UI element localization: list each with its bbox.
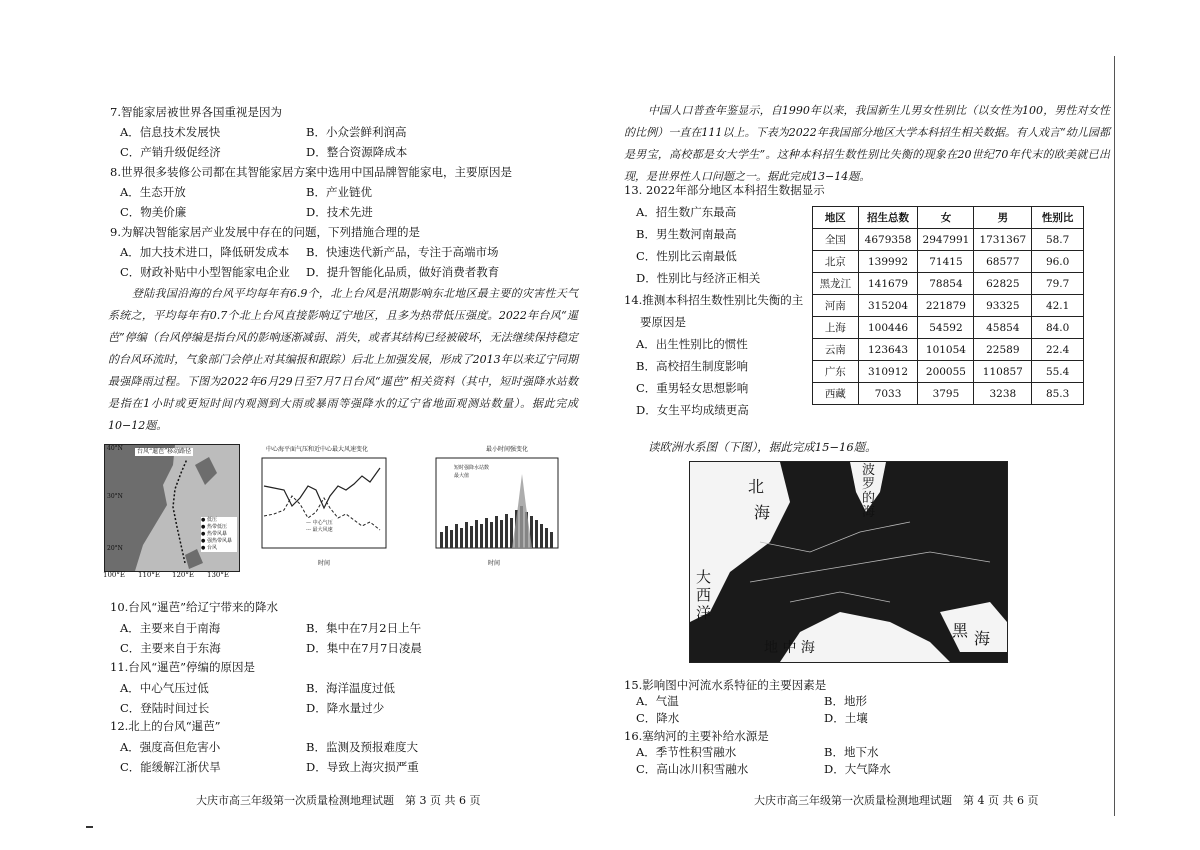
- q16-option-a: A．季节性积雪融水: [636, 745, 737, 759]
- q13-option-b: B．男生数河南最高: [636, 227, 737, 241]
- label-baltic-sea: [862, 464, 875, 520]
- q8-option-b: B．产业链优: [306, 185, 372, 199]
- table-cell: 58.7: [1032, 229, 1084, 251]
- map-lon-120: 120°E: [172, 571, 194, 579]
- q8-option-a: A．生态开放: [120, 185, 186, 199]
- table-cell: 85.3: [1032, 383, 1084, 405]
- label-black-sea-2: 海: [974, 629, 991, 648]
- map-lat-40: 40°N: [107, 445, 123, 452]
- q11-option-d: D．降水量过少: [306, 701, 385, 715]
- typhoon-passage: 登陆我国沿海的台风平均每年有6.9个，北上台风是汛期影响东北地区最主要的灾害性天气系统之，平均每年有0.7个北上台风直接影响辽宁地区，且多为热带低压强度。2022年台风“暹芭”停编（台风停编是指台风的影响逐渐减弱、消失，或者其结构已经被破坏，无法继续保持稳定的台风环流时，气象部门会停止对其编报和跟踪）后北上加强发展，形成了2013年以来辽宁同期最强降雨过程。下图为2022年6月29日至7月7日台风“暹芭”相关资料（其中，短时强降水站数是指在1小时或更短时间内观测到大雨或暴雨等强降水的辽宁省地面观测站数量）。据此完成10−12题。: [108, 287, 578, 432]
- q9-option-c: C．财政补贴中小型智能家电企业: [120, 265, 290, 279]
- table-header-cell: 性别比: [1032, 207, 1084, 229]
- q12-option-a: A．强度高但危害小: [120, 740, 221, 754]
- table-row: [813, 383, 1084, 405]
- map-intro: 读欧洲水系图（下图），据此完成15−16题。: [648, 440, 877, 454]
- map-legend-item: ● 热带低压: [201, 524, 227, 530]
- table-cell: 68577: [974, 251, 1032, 273]
- label-atlantic-char: 西: [696, 586, 712, 604]
- question-11-stem: 11.台风“暹芭”停编的原因是: [110, 660, 256, 674]
- question-13-stem: 13. 2022年部分地区本科招生数据显示: [624, 183, 825, 197]
- table-cell: 1731367: [974, 229, 1032, 251]
- table-cell: 101054: [918, 339, 974, 361]
- table-cell: 3238: [974, 383, 1032, 405]
- table-cell: 123643: [858, 339, 918, 361]
- question-10-stem: 10.台风“暹芭”给辽宁带来的降水: [110, 600, 279, 614]
- rainfall-chart-legend: [454, 464, 489, 480]
- map-title: 台风“暹芭”移动路径: [137, 448, 192, 455]
- table-cell: 2947991: [918, 229, 974, 251]
- map-lat-20: 20°N: [107, 545, 123, 552]
- q15-option-b: B．地形: [824, 694, 867, 708]
- label-black-sea-1: 黑: [952, 621, 969, 640]
- map-legend-item: ● 台风: [201, 545, 217, 551]
- q9-option-a: A．加大技术进口，降低研发成本: [120, 245, 290, 259]
- table-cell: 221879: [918, 295, 974, 317]
- q8-option-d: D．技术先进: [306, 205, 373, 219]
- table-header-cell: 女: [918, 207, 974, 229]
- table-cell: 110857: [974, 361, 1032, 383]
- question-15-stem: 15.影响图中河流水系特征的主要因素是: [624, 678, 827, 692]
- question-16-stem: 16.塞纳河的主要补给水源是: [624, 729, 769, 743]
- question-12-stem: 12.北上的台风“暹芭”: [110, 719, 221, 733]
- map-legend-item: ● 低压: [201, 517, 217, 523]
- map-legend: [201, 517, 237, 552]
- label-baltic-char: 波: [862, 463, 876, 478]
- q7-option-a: A．信息技术发展快: [120, 125, 221, 139]
- q13-option-a: A．招生数广东最高: [636, 205, 737, 219]
- q10-option-b: B．集中在7月2日上午: [306, 621, 422, 635]
- label-atlantic-char: 大: [696, 568, 712, 586]
- table-cell: 全国: [813, 229, 859, 251]
- q15-option-d: D．土壤: [824, 711, 868, 725]
- rainfall-chart-title: 最小时间强变化: [486, 446, 529, 453]
- table-cell: 62825: [974, 273, 1032, 295]
- population-passage: 中国人口普查年鉴显示，自1990年以来，我国新生儿男女性别比（以女性为100，男性对女性的比例）一直在111以上。下表为2022年我国部分地区大学本科招生相关数据。有人戏言“幼儿园都是男宝，高校都是女大学生”。这种本科招生数性别比失衡的现象在20世纪70年代末的欧美就已出现，是世界性人口问题之一。据此完成13−14题。: [624, 104, 1110, 183]
- table-row: [813, 229, 1084, 251]
- table-cell: 黑龙江: [813, 273, 859, 295]
- label-baltic-char: 海: [862, 505, 876, 520]
- rainfall-chart-svg: [424, 446, 564, 570]
- table-cell: 71415: [918, 251, 974, 273]
- question-7-stem: 7.智能家居被世界各国重视是因为: [110, 105, 282, 119]
- table-cell: 78854: [918, 273, 974, 295]
- q10-option-a: A．主要来自于南海: [120, 621, 221, 635]
- label-north-sea-1: 北: [748, 477, 765, 496]
- q16-option-d: D．大气降水: [824, 762, 891, 776]
- map-lon-110: 110°E: [138, 571, 160, 579]
- question-8-stem: 8.世界很多装修公司都在其智能家居方案中选用中国品牌智能家电，主要原因是: [110, 165, 512, 179]
- table-cell: 3795: [918, 383, 974, 405]
- table-cell: 55.4: [1032, 361, 1084, 383]
- table-cell: 河南: [813, 295, 859, 317]
- table-cell: 54592: [918, 317, 974, 339]
- q16-option-b: B．地下水: [824, 745, 879, 759]
- map-legend-item: ● 强热带风暴: [201, 538, 232, 544]
- q15-option-a: A．气温: [636, 694, 679, 708]
- table-cell: 22589: [974, 339, 1032, 361]
- table-cell: 200055: [918, 361, 974, 383]
- scan-mark: [86, 826, 93, 828]
- q9-option-d: D．提升智能化品质，做好消费者教育: [306, 265, 500, 279]
- table-cell: 96.0: [1032, 251, 1084, 273]
- question-14-stem-cont: 要原因是: [640, 315, 686, 329]
- q8-option-c: C．物美价廉: [120, 205, 187, 219]
- pressure-chart-xlabel: 时间: [318, 560, 331, 567]
- table-row: [813, 339, 1084, 361]
- label-north-sea-2: 海: [754, 503, 771, 522]
- legend-max-value: 最大值: [454, 473, 470, 479]
- q15-option-c: C．降水: [636, 711, 680, 725]
- right-page: [600, 0, 1200, 850]
- table-row: [813, 317, 1084, 339]
- table-cell: 45854: [974, 317, 1032, 339]
- table-cell: 315204: [858, 295, 918, 317]
- q11-option-b: B．海洋温度过低: [306, 681, 395, 695]
- q10-option-c: C．主要来自于东海: [120, 641, 221, 655]
- q11-option-c: C．登陆时间过长: [120, 701, 210, 715]
- q9-option-b: B．快速迭代新产品，专注于高端市场: [306, 245, 499, 259]
- map-lon-100: 100°E: [103, 571, 125, 579]
- q14-option-b: B．高校招生制度影响: [636, 359, 748, 373]
- q7-option-c: C．产销升级促经济: [120, 145, 221, 159]
- q14-option-a: A．出生性别比的惯性: [636, 337, 748, 351]
- table-header-cell: 招生总数: [858, 207, 918, 229]
- map-lon-130: 130°E: [207, 571, 229, 579]
- map-lat-30: 30°N: [107, 493, 123, 500]
- table-cell: 西藏: [813, 383, 859, 405]
- question-14-stem: 14.推测本科招生数性别比失衡的主: [624, 293, 804, 307]
- table-cell: 139992: [858, 251, 918, 273]
- table-header-row: [813, 207, 1084, 229]
- rainfall-chart-xlabel: 时间: [488, 560, 501, 567]
- q12-option-b: B．监测及预报难度大: [306, 740, 418, 754]
- table-cell: 7033: [858, 383, 918, 405]
- map-legend-item: ● 热带风暴: [201, 531, 227, 537]
- label-baltic-char: 的: [862, 491, 876, 506]
- table-row: [813, 361, 1084, 383]
- table-cell: 42.1: [1032, 295, 1084, 317]
- table-cell: 100446: [858, 317, 918, 339]
- legend-station-count: 短时强降水站数: [454, 465, 490, 471]
- rainfall-chart: [424, 446, 564, 570]
- q13-option-c: C．性别比云南最低: [636, 249, 737, 263]
- table-cell: 310912: [858, 361, 918, 383]
- q7-option-d: D．整合资源降成本: [306, 145, 408, 159]
- pressure-wind-chart: [250, 446, 400, 570]
- table-cell: 云南: [813, 339, 859, 361]
- typhoon-track-map: [104, 444, 240, 572]
- legend-wind: --- 最大风速: [306, 527, 333, 533]
- scan-edge-line: [1114, 56, 1115, 816]
- q16-option-c: C．高山冰川积雪融水: [636, 762, 749, 776]
- pressure-chart-svg: [250, 446, 400, 570]
- typhoon-track-map-svg: [105, 445, 239, 571]
- q12-option-c: C．能缓解江浙伏旱: [120, 760, 221, 774]
- q13-option-d: D．性别比与经济正相关: [636, 271, 761, 285]
- table-cell: 4679358: [858, 229, 918, 251]
- pressure-chart-legend: [306, 520, 333, 534]
- table-header-cell: 男: [974, 207, 1032, 229]
- pressure-chart-title: 中心海平面气压和近中心最大风速变化: [266, 446, 369, 453]
- label-baltic-char: 罗: [862, 477, 876, 492]
- table-row: [813, 295, 1084, 317]
- table-cell: 141679: [858, 273, 918, 295]
- q14-option-d: D．女生平均成绩更高: [636, 403, 749, 417]
- europe-river-map: [689, 461, 1008, 663]
- table-cell: 22.4: [1032, 339, 1084, 361]
- q12-option-d: D．导致上海灾损严重: [306, 760, 419, 774]
- table-cell: 79.7: [1032, 273, 1084, 295]
- q14-option-c: C．重男轻女思想影响: [636, 381, 749, 395]
- label-atlantic-char: 洋: [696, 604, 712, 622]
- right-page-footer: 大庆市高三年级第一次质量检测地理试题 第 4 页 共 6 页: [754, 794, 1039, 807]
- table-row: [813, 273, 1084, 295]
- question-9-stem: 9.为解决智能家居产业发展中存在的问题，下列措施合理的是: [110, 225, 420, 239]
- table-cell: 84.0: [1032, 317, 1084, 339]
- q10-option-d: D．集中在7月7日凌晨: [306, 641, 422, 655]
- table-cell: 北京: [813, 251, 859, 273]
- table-row: [813, 251, 1084, 273]
- label-mediterranean: 地 中 海: [764, 640, 815, 656]
- table-cell: 93325: [974, 295, 1032, 317]
- table-header-cell: 地区: [813, 207, 859, 229]
- q11-option-a: A．中心气压过低: [120, 681, 209, 695]
- left-page-footer: 大庆市高三年级第一次质量检测地理试题 第 3 页 共 6 页: [196, 794, 481, 807]
- table-cell: 上海: [813, 317, 859, 339]
- table-cell: 广东: [813, 361, 859, 383]
- enrollment-table: [812, 206, 1084, 405]
- q7-option-b: B．小众尝鲜利润高: [306, 125, 407, 139]
- legend-pressure: — 中心气压: [306, 520, 333, 526]
- label-atlantic: [696, 568, 711, 622]
